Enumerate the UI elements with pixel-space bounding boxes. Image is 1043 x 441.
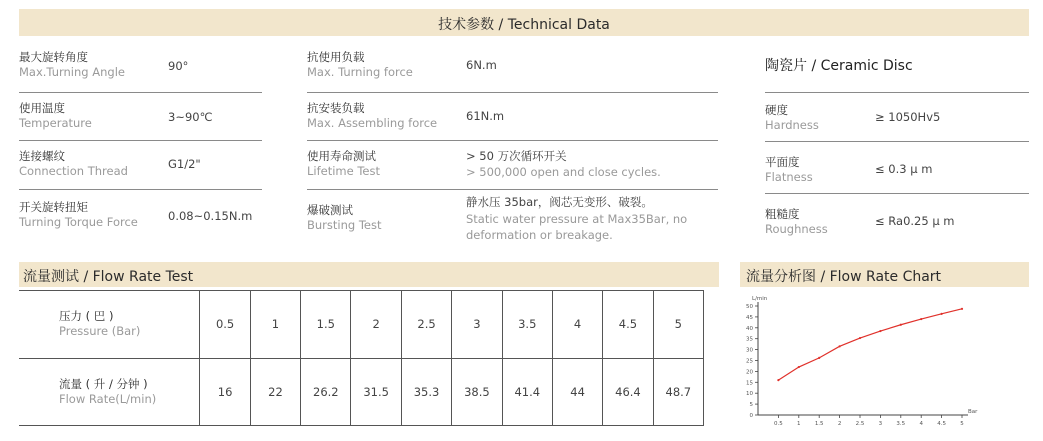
data-point bbox=[818, 357, 820, 359]
ceramic-hardness bbox=[765, 103, 819, 133]
x-tick-label: 4 bbox=[919, 421, 923, 427]
spec-value: ≥ 1050Hv5 bbox=[875, 110, 941, 124]
table-cell: 48.7 bbox=[653, 358, 703, 426]
data-point bbox=[961, 308, 963, 310]
data-point bbox=[900, 324, 902, 326]
table-cell: 2.5 bbox=[401, 291, 451, 359]
divider bbox=[307, 92, 718, 93]
y-tick-label: 10 bbox=[746, 391, 753, 398]
spec-value-en: Static water pressure at Max35Bar, no bbox=[466, 212, 688, 226]
spec-value: G1/2" bbox=[168, 157, 201, 171]
spec-label-cn: 抗安装负载 bbox=[307, 101, 365, 115]
table-cell: 5 bbox=[653, 291, 703, 359]
y-axis-label: L/min bbox=[752, 296, 768, 302]
spec-label-en: Max. Turning force bbox=[307, 65, 413, 79]
data-point bbox=[859, 337, 861, 339]
spec-label-en: Flatness bbox=[765, 170, 813, 184]
divider bbox=[19, 189, 262, 190]
row-header-flow bbox=[19, 358, 200, 426]
ceramic-disc-title: 陶瓷片 / Ceramic Disc bbox=[765, 58, 913, 74]
table-cell: 1.5 bbox=[301, 291, 351, 359]
technical-data-title: 技术参数 / Technical Data bbox=[438, 17, 610, 33]
table-cell: 4 bbox=[552, 291, 602, 359]
table-cell: 3.5 bbox=[502, 291, 552, 359]
series-line bbox=[778, 309, 962, 380]
y-tick-label: 15 bbox=[746, 380, 753, 387]
spec-value-cn: > 50 万次循环开关 bbox=[466, 149, 567, 163]
spec-value-cn: 静水压 35bar，阀芯无变形、破裂。 bbox=[466, 195, 653, 209]
ceramic-flatness bbox=[765, 155, 813, 185]
spec-label-cn: 平面度 bbox=[765, 155, 800, 169]
spec-label-en: Lifetime Test bbox=[307, 164, 381, 178]
spec-label-en: Max. Assembling force bbox=[307, 116, 438, 130]
spec-turning-angle bbox=[19, 50, 125, 80]
table-cell: 26.2 bbox=[301, 358, 351, 426]
data-point bbox=[777, 379, 779, 381]
spec-lifetime-test bbox=[307, 149, 380, 179]
spec-value: 3~90℃ bbox=[168, 110, 213, 124]
data-point bbox=[879, 330, 881, 332]
spec-label-en: Max.Turning Angle bbox=[19, 65, 125, 79]
y-tick-label: 25 bbox=[746, 358, 753, 365]
table-cell: 16 bbox=[200, 358, 250, 426]
spec-connection-thread bbox=[19, 149, 128, 179]
row-header-en: Flow Rate(L/min) bbox=[59, 391, 157, 406]
data-point bbox=[798, 366, 800, 368]
spec-value: 61N.m bbox=[466, 109, 505, 123]
spec-value-en: deformation or breakage. bbox=[466, 228, 613, 242]
spec-label-en: Connection Thread bbox=[19, 164, 128, 178]
x-tick-label: 2 bbox=[837, 421, 842, 427]
data-point bbox=[941, 313, 943, 315]
spec-label-cn: 爆破测试 bbox=[307, 203, 353, 217]
spec-value-en: > 500,000 open and close cycles. bbox=[466, 165, 661, 179]
x-tick-label: 3.5 bbox=[896, 421, 906, 427]
ceramic-roughness bbox=[765, 207, 828, 237]
spec-label-cn: 开关旋转扭矩 bbox=[19, 200, 88, 214]
x-tick-label: 1.5 bbox=[814, 421, 824, 427]
spec-bursting-test bbox=[307, 203, 382, 233]
spec-label-cn: 粗糙度 bbox=[765, 207, 800, 221]
y-tick-label: 0 bbox=[749, 413, 753, 419]
flow-rate-chart bbox=[740, 290, 1029, 431]
spec-label-en: Temperature bbox=[19, 116, 92, 130]
x-tick-label: 5 bbox=[960, 421, 964, 427]
table-cell: 22 bbox=[250, 358, 300, 426]
spec-value bbox=[466, 148, 661, 180]
spec-label-cn: 连接螺纹 bbox=[19, 149, 65, 163]
y-tick-label: 5 bbox=[749, 402, 753, 409]
x-tick-label: 0.5 bbox=[774, 421, 783, 427]
table-cell: 0.5 bbox=[200, 291, 250, 359]
spec-label-en: Turning Torque Force bbox=[19, 215, 138, 229]
x-tick-label: 3 bbox=[878, 421, 883, 427]
divider bbox=[307, 140, 718, 141]
divider bbox=[765, 193, 1029, 194]
spec-label-cn: 最大旋转角度 bbox=[19, 50, 88, 64]
x-axis-label: Bar bbox=[968, 409, 978, 415]
table-cell: 1 bbox=[250, 291, 300, 359]
y-tick-label: 50 bbox=[746, 304, 753, 310]
spec-assembling-force bbox=[307, 101, 437, 131]
spec-label-cn: 抗使用负载 bbox=[307, 50, 365, 64]
data-point bbox=[839, 345, 841, 347]
y-tick-label: 40 bbox=[746, 325, 753, 332]
spec-label-en: Bursting Test bbox=[307, 218, 382, 232]
table-row-flow bbox=[19, 358, 704, 426]
row-header-cn: 压力 ( 巴 ) bbox=[59, 309, 114, 324]
table-cell: 3 bbox=[452, 291, 502, 359]
divider bbox=[765, 141, 1029, 142]
technical-data-header bbox=[19, 9, 1029, 36]
x-tick-label: 1 bbox=[797, 421, 801, 427]
table-cell: 31.5 bbox=[351, 358, 401, 426]
spec-label-cn: 使用温度 bbox=[19, 101, 65, 115]
x-tick-label: 4.5 bbox=[937, 421, 946, 427]
spec-turning-force bbox=[307, 50, 413, 80]
spec-value: ≤ Ra0.25 μ m bbox=[875, 214, 955, 228]
spec-value: 0.08~0.15N.m bbox=[168, 209, 253, 223]
spec-label-cn: 硬度 bbox=[765, 103, 788, 117]
flow-test-title: 流量测试 / Flow Rate Test bbox=[23, 269, 194, 285]
y-tick-label: 45 bbox=[746, 314, 753, 321]
x-tick-label: 2.5 bbox=[855, 421, 865, 427]
divider bbox=[19, 92, 262, 93]
table-cell: 44 bbox=[552, 358, 602, 426]
flow-chart-title: 流量分析图 / Flow Rate Chart bbox=[746, 269, 942, 285]
spec-turning-torque bbox=[19, 200, 138, 230]
flow-test-header bbox=[19, 262, 719, 287]
divider bbox=[19, 140, 262, 141]
spec-label-cn: 使用寿命测试 bbox=[307, 149, 376, 163]
flow-chart-header bbox=[740, 262, 1029, 287]
flow-rate-table bbox=[19, 290, 704, 426]
table-cell: 4.5 bbox=[603, 291, 653, 359]
divider bbox=[307, 189, 718, 190]
row-header-cn: 流量 ( 升 / 分钟 ) bbox=[59, 376, 148, 391]
spec-value: ≤ 0.3 μ m bbox=[875, 162, 933, 176]
table-cell: 46.4 bbox=[603, 358, 653, 426]
spec-temperature bbox=[19, 101, 92, 131]
row-header-en: Pressure (Bar) bbox=[59, 324, 141, 339]
table-cell: 2 bbox=[351, 291, 401, 359]
row-header-pressure bbox=[19, 291, 200, 359]
y-tick-label: 20 bbox=[746, 369, 753, 376]
spec-label-en: Hardness bbox=[765, 118, 819, 132]
table-cell: 38.5 bbox=[452, 358, 502, 426]
spec-value: 6N.m bbox=[466, 58, 497, 72]
y-tick-label: 35 bbox=[746, 336, 753, 343]
table-row-pressure bbox=[19, 291, 704, 359]
spec-value bbox=[466, 194, 687, 243]
spec-value: 90° bbox=[168, 59, 189, 73]
table-cell: 41.4 bbox=[502, 358, 552, 426]
divider bbox=[765, 92, 1029, 93]
y-tick-label: 30 bbox=[746, 347, 753, 354]
spec-label-en: Roughness bbox=[765, 222, 828, 236]
table-cell: 35.3 bbox=[401, 358, 451, 426]
data-point bbox=[920, 318, 922, 320]
